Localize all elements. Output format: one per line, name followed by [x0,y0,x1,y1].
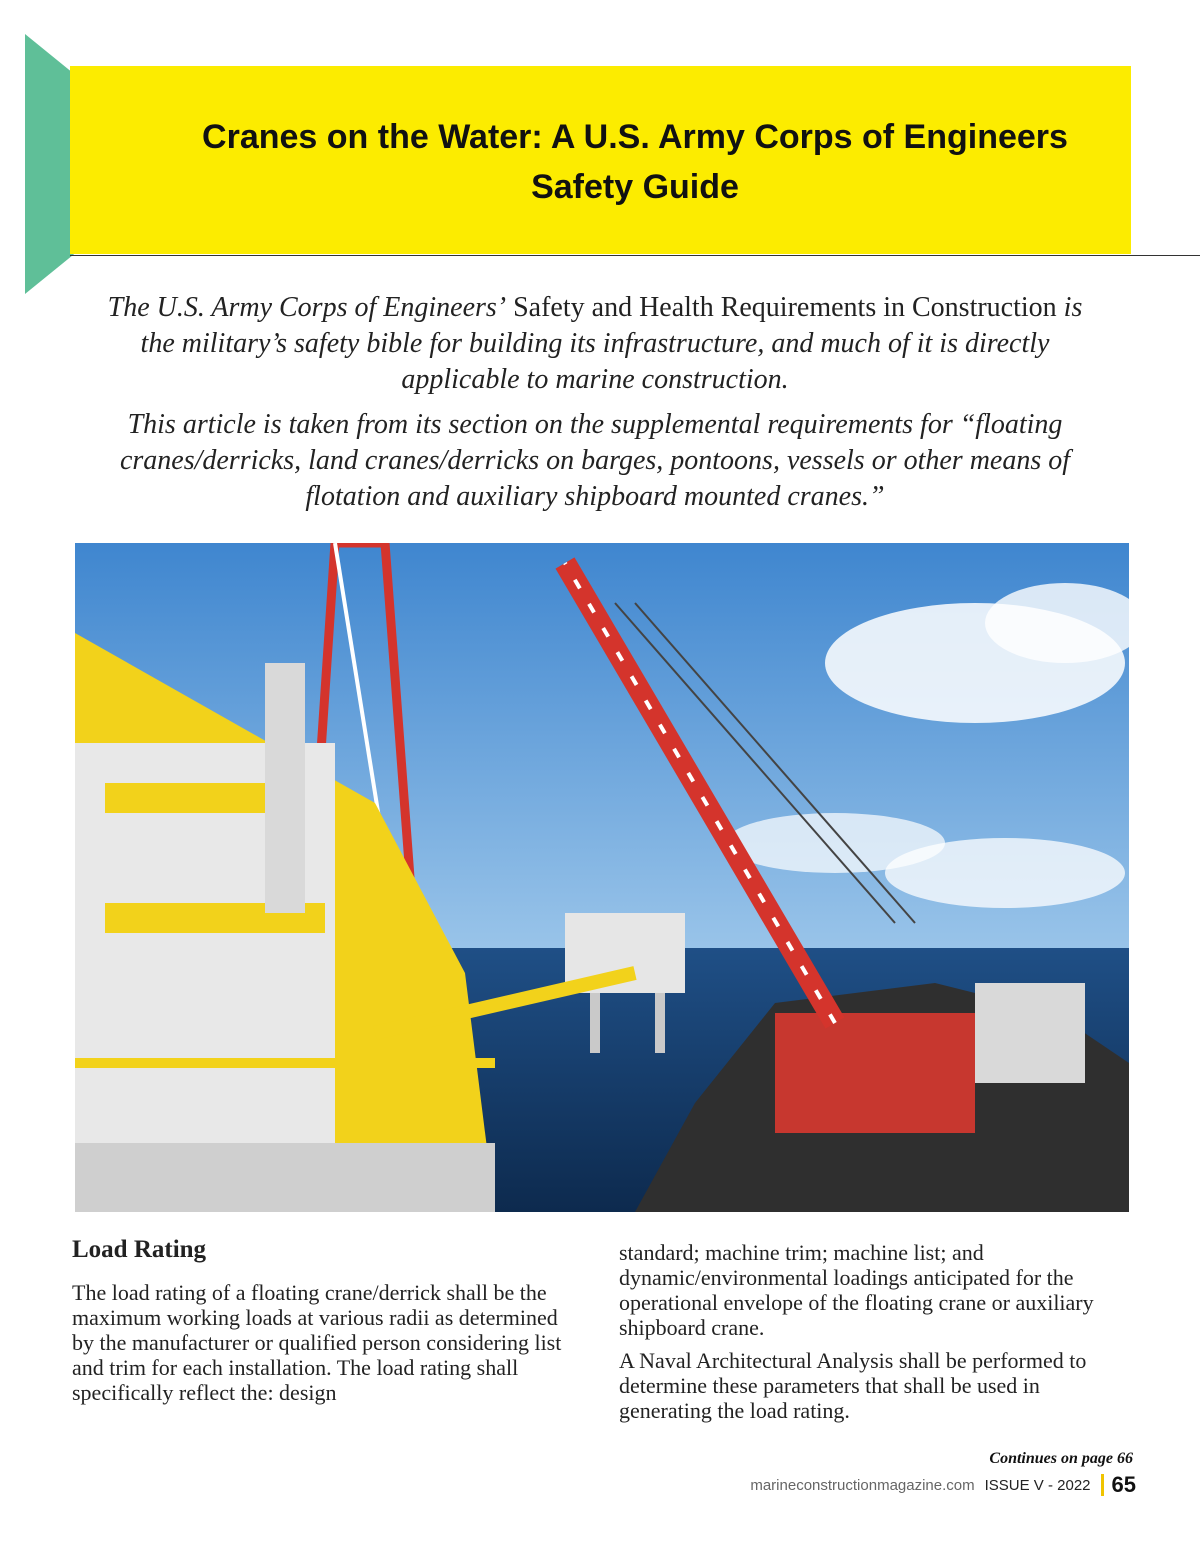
article-photo [75,543,1129,1212]
intro-paragraph-1 [90,290,1100,398]
header-rule [70,255,1200,256]
intro-paragraph-2: This article is taken from its section on the supplemental requirements for “floating cranes/derricks, land cranes/derricks on barges, pontoons, vessels or other means of flotation and auxiliary shipboard mounted cranes.” [119,409,1071,512]
article-title: Cranes on the Water: A U.S. Army Corps of Engineers Safety Guide [202,118,1068,206]
continues-note: Continues on page 66 [989,1450,1133,1467]
footer-separator [1101,1474,1104,1496]
column-right [619,1240,1134,1423]
paragraph-naval-analysis: A Naval Architectural Analysis shall be performed to determine these parameters that shall be used in generating the load rating. [619,1348,1087,1423]
page-footer [750,1472,1136,1498]
intro-1-part-a: The U.S. Army Corps of Engineers’ [107,292,507,323]
paragraph-load-rating-1: The load rating of a floating crane/derrick shall be the maximum working loads at various radii as determined by the manufacturer or qualified person considering list and trim for each installation. The load rating shall specifically reflect the: design [72,1280,562,1405]
intro-1-part-c: is the military’s safety bible for building its infrastructure, and much of it is directly applicable to marine construction. [140,292,1083,395]
paragraph-load-rating-1-cont: standard; machine trim; machine list; and dynamic/environmental loadings anticipated for the operational envelope of the floating crane or auxiliary shipboard crane. [619,1240,1094,1340]
footer-site: marineconstructionmagazine.com [750,1476,975,1494]
footer-issue: ISSUE V - 2022 [984,1476,1091,1494]
column-left [72,1237,582,1405]
page-number: 65 [1111,1472,1136,1497]
section-heading: Load Rating [72,1236,207,1263]
intro-1-part-b: Safety and Health Requirements in Construction [506,292,1064,323]
